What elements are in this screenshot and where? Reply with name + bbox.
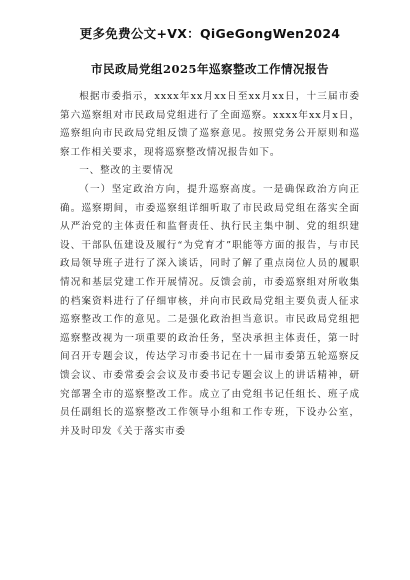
intro-paragraph: 根据市委指示，xxxx年xx月xx日至xx月xx日，十三届市委第六巡察组对市民政局党组进行了全面巡察。xxxx年xx月x日，巡察组向市民政局党组反馈了巡察意见。按照党务公开原则和巡察工作相关要求，现将巡察整改情况报告如下。 [60,91,360,158]
body-paragraph: （一）坚定政治方向，提升巡察高度。一是确保政治方向正确。巡察期间，市委巡察组详细听取了市民政局党组在落实全面从严治党的主体责任和监督责任、执行民主集中制、党的组织建设、干部队伍建设及履行“为党育才”职能等方面的报告，与市民政局领导班子进行了深入谈话，同时了解了重点岗位人员的履职情况和基层党建工作开展情况。反馈会前，市委巡察组对所收集的档案资料进行了仔细审核，并向市民政局党组主要负责人征求巡察整改工作的意见。二是强化政治担当意识。市民政局党组把巡察整改视为一项重要的政治任务，坚决承担主体责任，第一时间召开专题会议，传达学习市委书记在十一届市委第五轮巡察反馈会议、市委常委会会议及市委书记专题会议上的讲话精神，研究部署全市的巡察整改工作。成立了由党组书记任组长、班子成员任副组长的巡察整改工作领导小组和工作专班，下设办公室，并及时印发《关于落实市委 [60,183,360,437]
document-title: 市民政局党组2025年巡察整改工作情况报告 [90,62,329,76]
promo-banner: 更多免费公文+VX：QiGeGongWen2024 [79,26,341,41]
section-heading: 一、整改的主要情况 [79,165,174,177]
